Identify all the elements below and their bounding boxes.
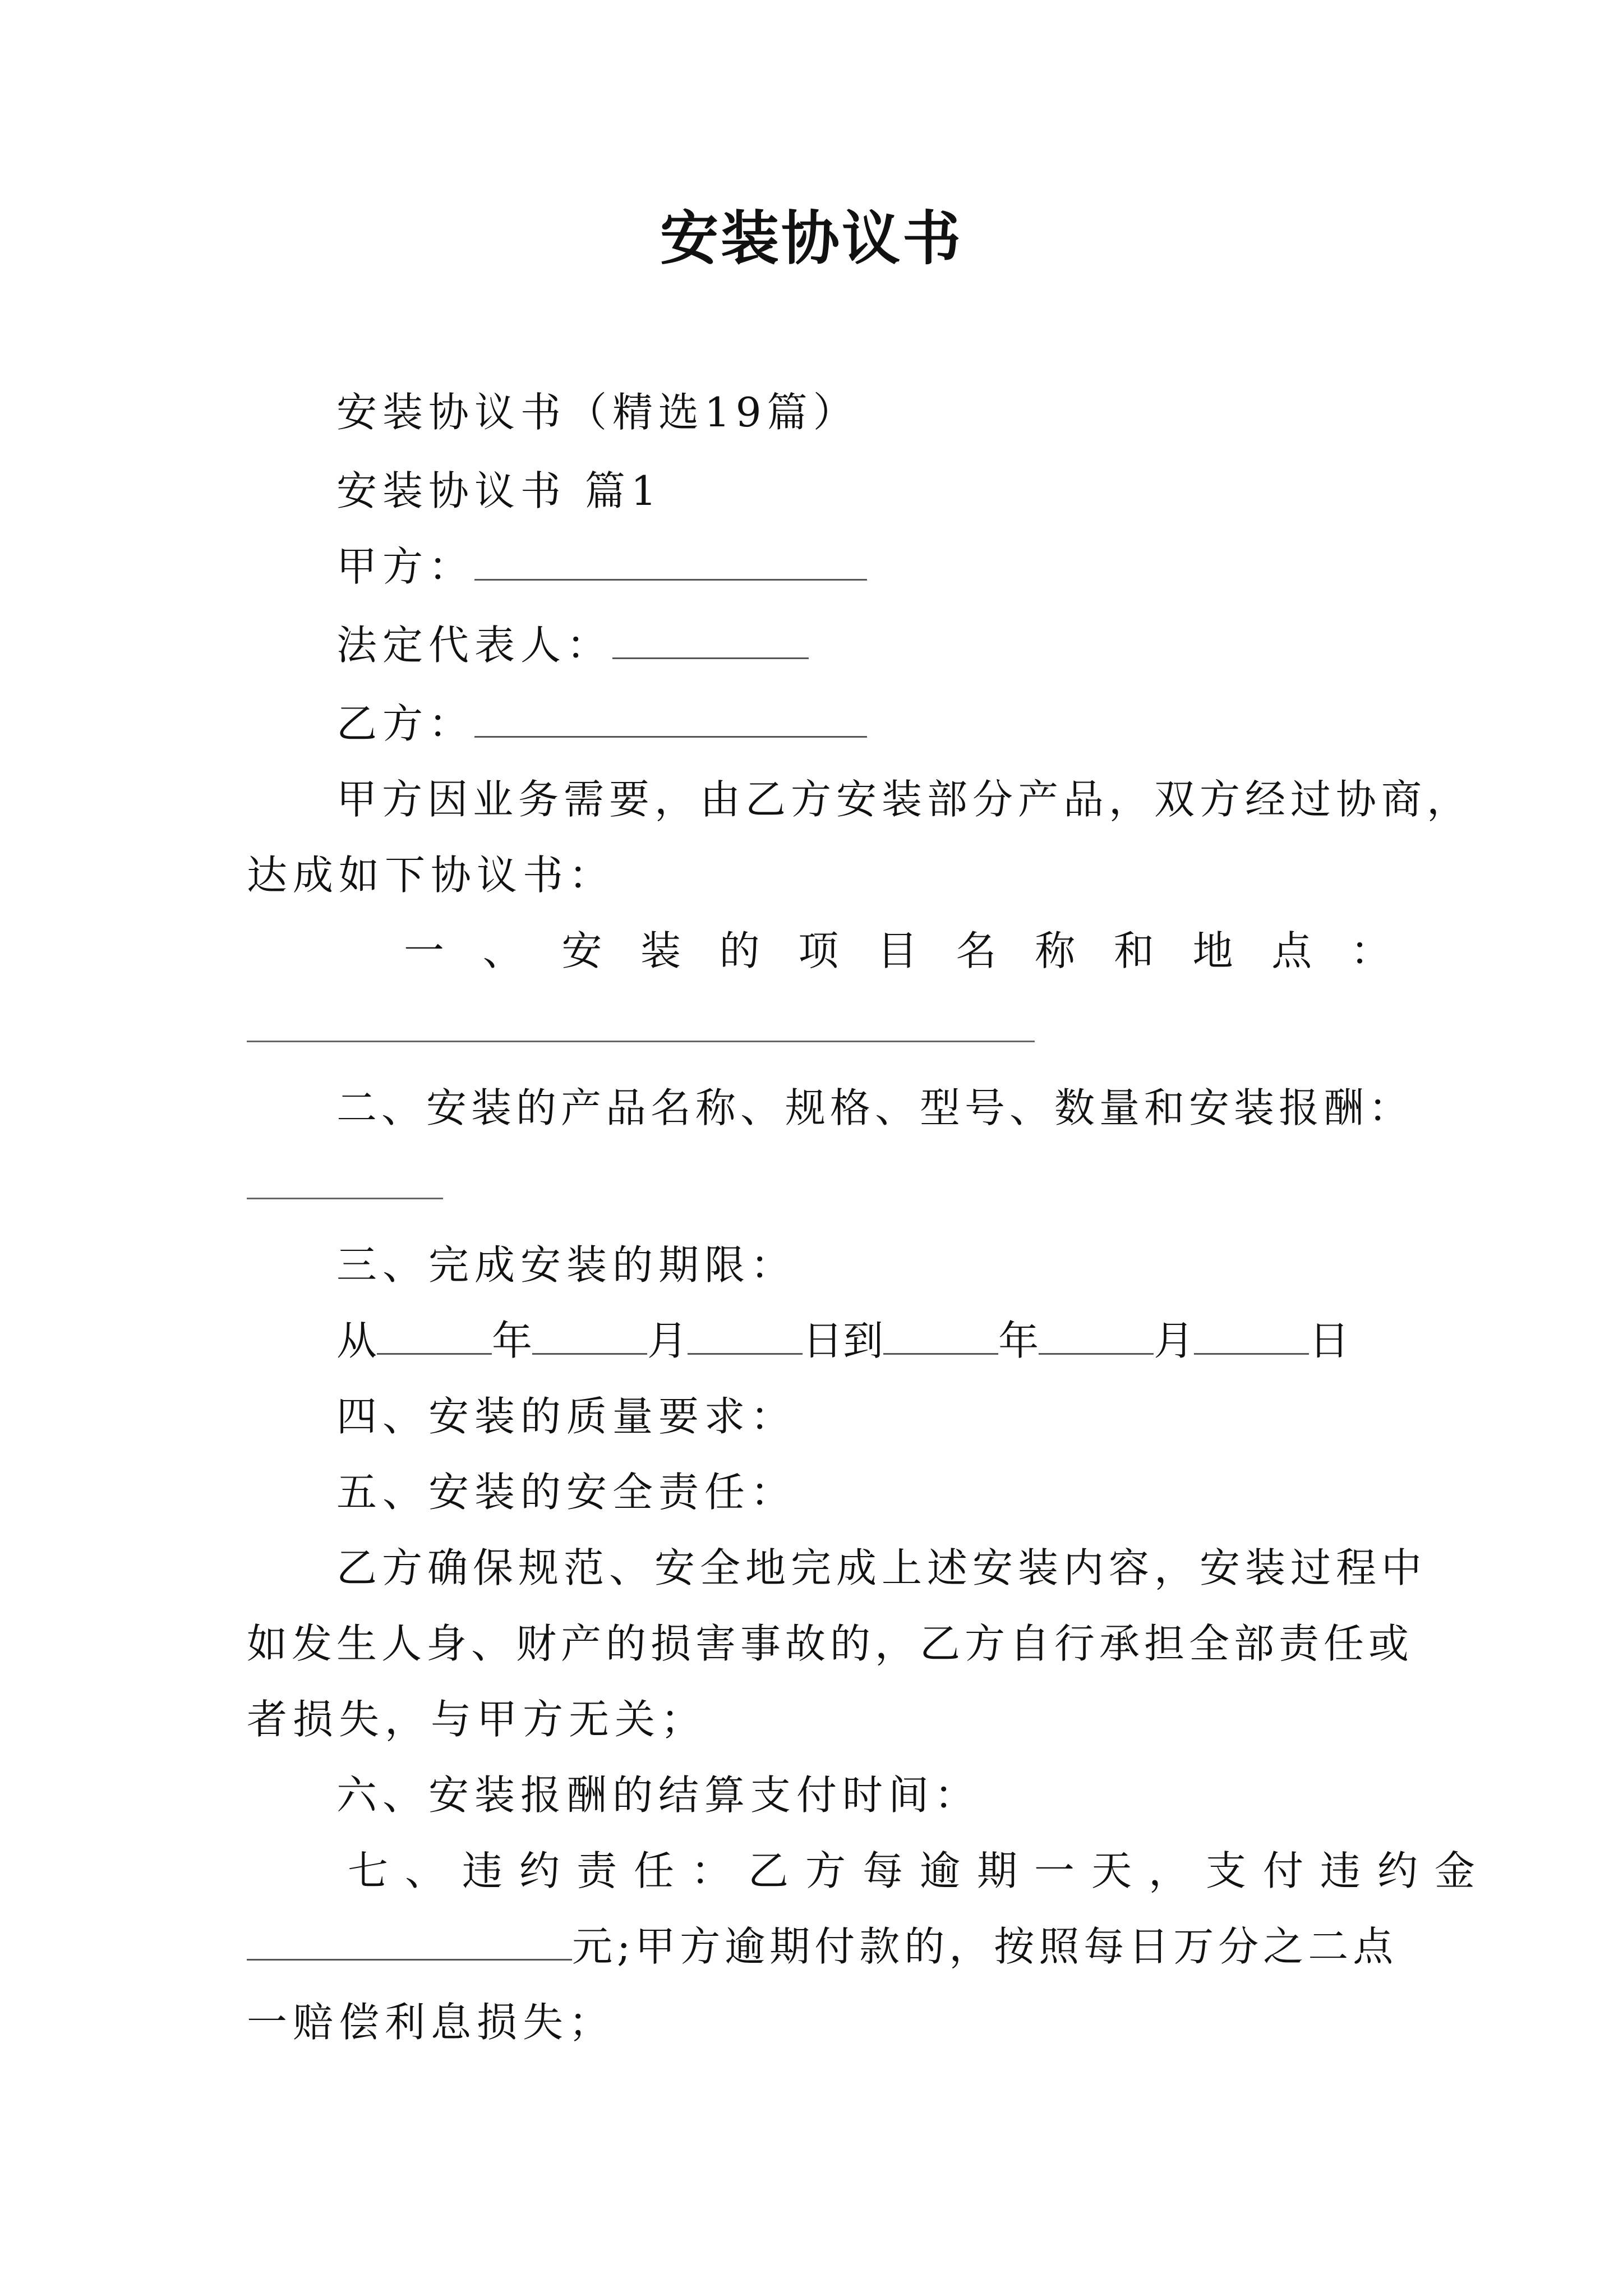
legal-rep-label: 法定代表人： bbox=[336, 622, 613, 669]
date-year-label: 年 bbox=[492, 1317, 533, 1364]
clause-1-char: 的 bbox=[719, 927, 760, 974]
clause-7-line-1: 七、违约责任：乙方每逾期一天，支付违约金 bbox=[348, 1847, 1492, 1894]
legal-rep-blank[interactable] bbox=[612, 624, 809, 659]
clause-5-heading: 五、安装的安全责任： bbox=[336, 1469, 797, 1516]
clause-1-heading bbox=[404, 923, 1391, 979]
intro-line-1: 甲方因业务需要，由乙方安装部分产品，双方经过协商， bbox=[336, 776, 1473, 823]
start-year-blank[interactable] bbox=[377, 1319, 492, 1355]
clause-1-char: 和 bbox=[1113, 927, 1154, 974]
clause-1-char: 项 bbox=[798, 927, 839, 974]
clause-7-line-3: 一赔偿利息损失； bbox=[247, 1999, 615, 2046]
clause-7-line-2 bbox=[247, 1918, 1398, 1975]
clause-1-char: 一 bbox=[404, 927, 445, 974]
clause-1-char: 名 bbox=[956, 927, 997, 974]
document-subtitle: 安装协议书（精选19篇） bbox=[336, 389, 859, 436]
penalty-amount-blank[interactable] bbox=[247, 1925, 572, 1961]
clause-1-char: 安 bbox=[561, 927, 602, 974]
party-a-blank[interactable] bbox=[474, 545, 867, 581]
end-year-blank[interactable] bbox=[883, 1319, 998, 1355]
date-day2-label: 日 bbox=[1309, 1317, 1350, 1364]
clause-3-heading: 三、完成安装的期限： bbox=[336, 1241, 797, 1289]
clause-4-heading: 四、安装的质量要求： bbox=[336, 1393, 797, 1440]
clause-5-body-line-3: 者损失，与甲方无关； bbox=[247, 1696, 707, 1743]
party-a-label: 甲方： bbox=[336, 543, 475, 590]
end-month-blank[interactable] bbox=[1039, 1319, 1154, 1355]
article-heading: 安装协议书 篇1 bbox=[336, 467, 662, 514]
party-a-line bbox=[336, 539, 867, 595]
party-b-blank[interactable] bbox=[474, 702, 867, 738]
clause-7-line-2-text: 元;甲方逾期付款的，按照每日万分之二点 bbox=[572, 1923, 1398, 1970]
start-month-blank[interactable] bbox=[532, 1319, 647, 1355]
clause-1-char: 称 bbox=[1035, 927, 1076, 974]
end-day-blank[interactable] bbox=[1194, 1319, 1309, 1355]
clause-1-char: 、 bbox=[482, 927, 523, 974]
clause-1-char: 装 bbox=[640, 927, 681, 974]
start-day-blank[interactable] bbox=[688, 1319, 803, 1355]
party-b-label: 乙方： bbox=[336, 700, 475, 747]
clause-1-blank[interactable] bbox=[247, 1041, 1035, 1042]
clause-2-heading: 二、安装的产品名称、规格、型号、数量和安装报酬： bbox=[336, 1084, 1414, 1131]
clause-5-body-line-2: 如发生人身、财产的损害事故的，乙方自行承担全部责任或 bbox=[247, 1620, 1414, 1667]
clause-5-body-line-1: 乙方确保规范、安全地完成上述安装内容，安装过程中 bbox=[336, 1544, 1427, 1591]
clause-1-char: 地 bbox=[1192, 927, 1233, 974]
party-b-line bbox=[336, 696, 867, 752]
clause-1-char: 目 bbox=[877, 927, 917, 974]
date-month2-label: 月 bbox=[1154, 1317, 1195, 1364]
clause-6-heading: 六、安装报酬的结算支付时间： bbox=[336, 1772, 981, 1819]
legal-rep-line bbox=[336, 617, 809, 673]
date-day-to-label: 日到 bbox=[803, 1317, 884, 1364]
clause-1-char: 点 bbox=[1271, 927, 1312, 974]
intro-line-2: 达成如下协议书： bbox=[247, 852, 615, 899]
date-from-label: 从 bbox=[336, 1317, 377, 1364]
clause-1-char: ： bbox=[1350, 927, 1391, 974]
date-range-line bbox=[336, 1313, 1349, 1369]
date-month-label: 月 bbox=[647, 1317, 688, 1364]
page-title: 安装协议书 bbox=[660, 204, 963, 273]
clause-2-blank[interactable] bbox=[247, 1198, 443, 1199]
date-year2-label: 年 bbox=[998, 1317, 1039, 1364]
